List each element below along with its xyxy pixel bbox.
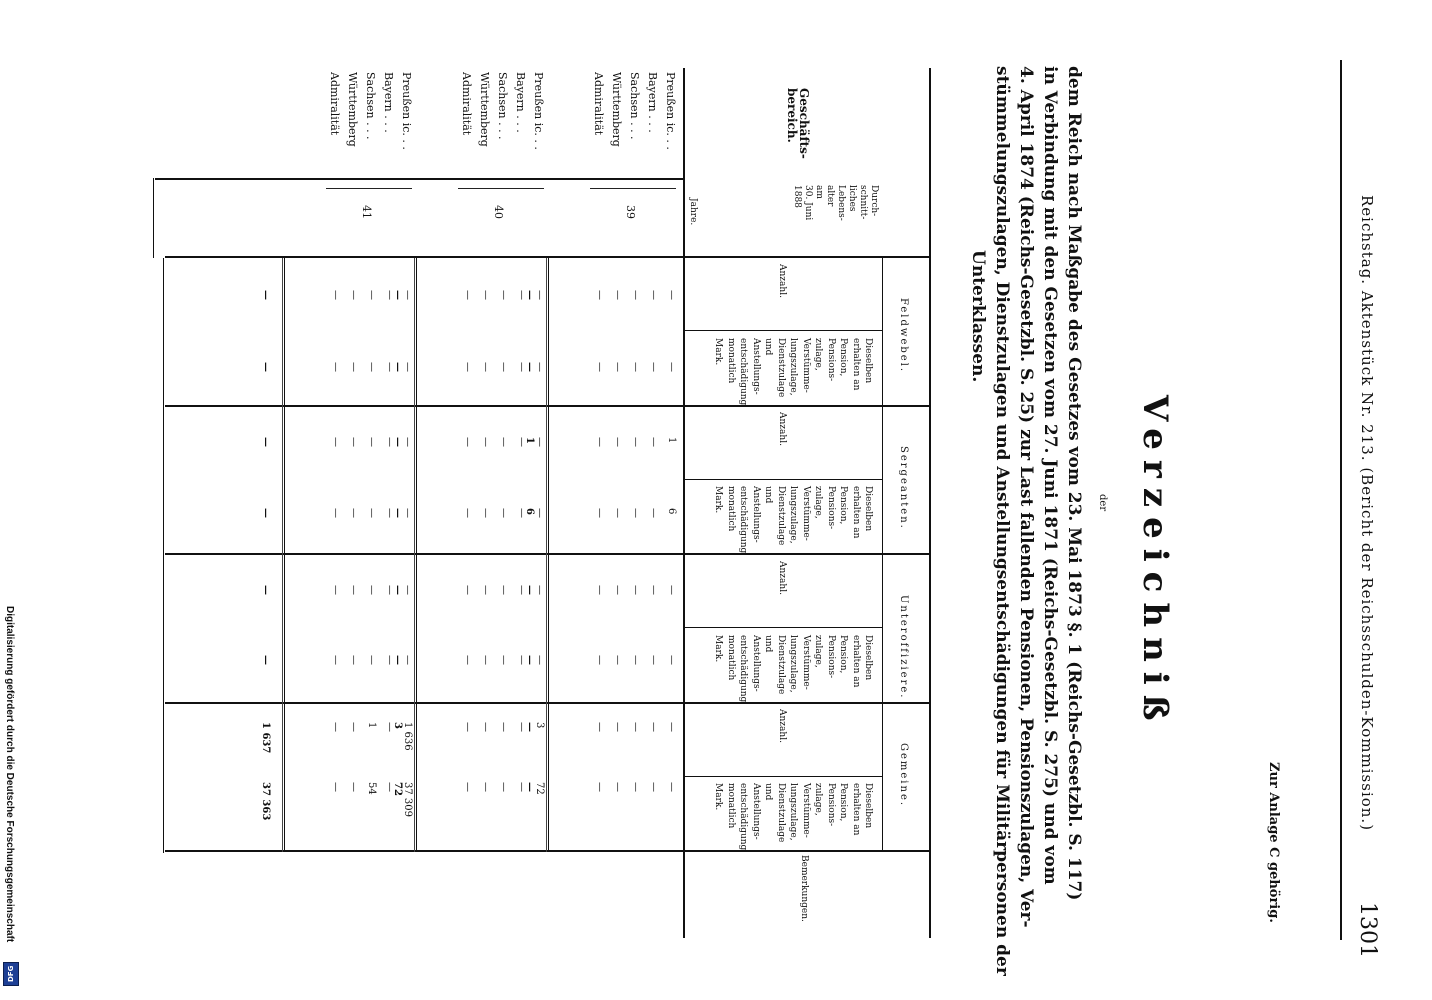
sum-sg_n: — [260, 437, 271, 447]
header-anzahl: Anzahl. [777, 264, 787, 298]
cell-uo_m: — [402, 655, 413, 665]
cell-uo_m: — [384, 655, 395, 665]
header-bemerkungen: Bemerkungen. [799, 855, 809, 922]
cell-uo_n: — [462, 585, 473, 595]
cell-sg_n: — [612, 437, 623, 447]
cell-fw_n: — [612, 290, 623, 300]
sum-fw_m: — [524, 362, 535, 372]
cell-fw_m: — [666, 362, 677, 372]
cell-sg_m: — [648, 508, 659, 518]
state-label: Admiralität [460, 72, 473, 136]
sum-fw_n: — [392, 290, 403, 300]
state-label: Preußen ic. . . [664, 72, 677, 150]
cell-sg_m: — [480, 508, 491, 518]
header-betrag-word: Verstümme- [800, 338, 811, 393]
header-lebensalter-word: Durch- [869, 185, 879, 217]
cell-fw_m: — [462, 362, 473, 372]
cell-ge_m: — [630, 782, 641, 792]
header-betrag-word: monatlich [725, 486, 736, 532]
table-top-rule [929, 68, 931, 938]
cell-fw_n: — [384, 290, 395, 300]
cell-sg_m: 6 [666, 508, 677, 515]
header-betrag-word: zulage, [813, 635, 823, 668]
group-header-0: Feldwebel. [898, 298, 909, 374]
header-betrag-word: lungszulage, [788, 783, 798, 841]
cell-sg_n: — [498, 437, 509, 447]
cell-fw_n: — [330, 290, 341, 300]
title-line: dem Reich nach Maßgabe des Gesetzes vom 23. Mai 1873 §. 1 (Reichs-Gesetzbl. S. 117) [1064, 66, 1084, 901]
cell-uo_n: — [612, 585, 623, 595]
cell-fw_n: — [462, 290, 473, 300]
cell-ge_m: 37 309 [402, 782, 413, 817]
sum-uo_n: — [392, 585, 403, 595]
state-label: Admiralität [328, 72, 341, 136]
cell-fw_n: — [630, 290, 641, 300]
group-header-rule [882, 256, 883, 852]
sum-uo_n: — [524, 585, 535, 595]
header-betrag-word: erhalten an [850, 338, 861, 391]
cell-fw_n: — [666, 290, 677, 300]
row-brace [326, 188, 412, 189]
title-line: 4. April 1874 (Reichs-Gesetzbl. S. 25) zur Last fallenden Pensionen, Pensionszulagen, Ver- [1016, 66, 1036, 928]
cell-ge_n: — [594, 722, 605, 732]
cell-fw_m: — [480, 362, 491, 372]
header-betrag-word: und [763, 338, 773, 356]
cell-uo_n: — [384, 585, 395, 595]
cell-sg_m: — [630, 508, 641, 518]
header-betrag-word: Dienstzulage [775, 783, 786, 843]
state-label: Württemberg [610, 72, 623, 147]
subcol-sep [683, 627, 883, 628]
sum-sg_m: — [392, 508, 403, 518]
cell-fw_m: — [330, 362, 341, 372]
state-label: Bayern . . . [382, 72, 395, 133]
sum-uo_n: — [260, 585, 271, 595]
header-betrag-word: Verstümme- [800, 486, 811, 541]
subcol-sep [683, 776, 883, 777]
cell-fw_n: — [648, 290, 659, 300]
header-betrag-word: erhalten an [850, 783, 861, 836]
page-title: Verzeichniß [1135, 395, 1175, 731]
running-head: Reichstag. Aktenstück Nr. 213. (Bericht der Reichsschulden-Kommission.) [1358, 195, 1376, 832]
cell-fw_n: — [498, 290, 509, 300]
group-header-1: Sergeanten. [898, 446, 909, 530]
cell-fw_m: — [384, 362, 395, 372]
header-rule [1340, 60, 1342, 940]
state-label: Preußen ic. . . [532, 72, 545, 150]
header-betrag-word: lungszulage, [788, 486, 798, 544]
cell-uo_n: — [348, 585, 359, 595]
cell-uo_m: — [594, 655, 605, 665]
header-betrag-word: zulage, [813, 783, 823, 816]
cell-fw_n: — [348, 290, 359, 300]
header-anzahl: Anzahl. [777, 412, 787, 446]
sum-sg_m: 6 [524, 508, 535, 515]
cell-ge_m: — [594, 782, 605, 792]
cell-ge_m: 54 [366, 782, 377, 795]
cell-fw_m: — [348, 362, 359, 372]
state-label: Admiralität [592, 72, 605, 136]
cell-fw_n: — [534, 290, 545, 300]
state-label: Sachsen . . . [628, 72, 641, 140]
header-betrag-word: Anstellungs- [750, 635, 761, 692]
header-betrag-word: zulage, [813, 486, 823, 519]
title-line: in Verbindung mit den Gesetzen vom 27. Juni 1871 (Reichs-Gesetzbl. S. 275) und vom [1040, 66, 1060, 885]
header-lebensalter-word: schnitt- [858, 185, 868, 220]
cell-fw_n: — [594, 290, 605, 300]
header-betrag-word: Pension, [838, 783, 848, 822]
sum-rule [414, 258, 415, 852]
table-end-rule [163, 258, 164, 853]
cell-ge_m: — [384, 782, 395, 792]
header-betrag-word: Dieselben [863, 635, 873, 681]
cell-ge_n: — [330, 722, 341, 732]
cell-sg_n: — [630, 437, 641, 447]
page-number: 1301 [1355, 902, 1380, 958]
subcol-sep [683, 479, 883, 480]
header-jahre: Jahre. [688, 198, 698, 226]
sum-fw_m: — [392, 362, 403, 372]
block-sep [548, 256, 549, 852]
header-betrag-word: Pensions- [825, 635, 836, 679]
block-sep [416, 256, 417, 852]
group-header-3: Gemeine. [898, 743, 909, 808]
state-label: Bayern . . . [646, 72, 659, 133]
header-betrag-word: und [763, 486, 773, 504]
header-geschaeftsbereich: Geschäfts-bereich. [785, 88, 811, 159]
cell-ge_m: — [498, 782, 509, 792]
age-cell: 40 [492, 205, 505, 219]
sum-ge_n: 1 637 [260, 722, 271, 754]
header-betrag-word: Pension, [838, 338, 848, 377]
cell-fw_n: — [366, 290, 377, 300]
header-anzahl: Anzahl. [777, 709, 787, 743]
dfg-logo [3, 962, 19, 986]
cell-fw_m: — [516, 362, 527, 372]
cell-uo_m: — [480, 655, 491, 665]
header-betrag-word: entschädigung [738, 338, 748, 406]
cell-fw_m: — [630, 362, 641, 372]
cell-sg_n: — [402, 437, 413, 447]
cell-fw_m: — [498, 362, 509, 372]
header-betrag-word: Pensions- [825, 486, 836, 530]
header-betrag-word: Dieselben [863, 486, 873, 532]
cell-ge_n: — [648, 722, 659, 732]
sum-uo_m: — [260, 655, 271, 665]
header-betrag-word: entschädigung [738, 635, 748, 703]
sum-sg_n: — [392, 437, 403, 447]
cell-ge_n: — [516, 722, 527, 732]
cell-ge_m: 72 [534, 782, 545, 795]
sum-fw_m: — [260, 362, 271, 372]
cell-uo_n: — [402, 585, 413, 595]
header-lebensalter-word: 30. Juni [803, 185, 813, 221]
cell-ge_m: — [666, 782, 677, 792]
header-betrag-word: Dienstzulage [775, 635, 786, 695]
cell-ge_m: — [480, 782, 491, 792]
header-betrag-word: Pension, [838, 486, 848, 525]
cell-sg_n: — [516, 437, 527, 447]
cell-sg_n: — [648, 437, 659, 447]
cell-uo_m: — [534, 655, 545, 665]
header-betrag-word: erhalten an [850, 635, 861, 688]
header-betrag-word: Mark. [713, 338, 723, 366]
state-label: Württemberg [346, 72, 359, 147]
sum-rule [546, 258, 547, 852]
header-betrag-word: lungszulage, [788, 338, 798, 396]
sum-uo_m: — [524, 655, 535, 665]
cell-ge_n: — [630, 722, 641, 732]
sum-ge_m: 37 363 [260, 782, 271, 821]
cell-uo_m: — [462, 655, 473, 665]
header-betrag-word: Pensions- [825, 783, 836, 827]
cell-fw_m: — [648, 362, 659, 372]
cell-uo_n: — [516, 585, 527, 595]
cell-uo_n: — [498, 585, 509, 595]
cell-uo_n: — [534, 585, 545, 595]
cell-sg_m: — [462, 508, 473, 518]
cell-uo_n: — [594, 585, 605, 595]
cell-ge_m: — [648, 782, 659, 792]
cell-uo_m: — [516, 655, 527, 665]
sum-ge_m: 72 [392, 782, 403, 796]
annex-note: Zur Anlage C gehörig. [1266, 762, 1281, 923]
cell-fw_n: — [402, 290, 413, 300]
header-betrag-word: Verstümme- [800, 635, 811, 690]
state-label: Bayern . . . [514, 72, 527, 133]
table-bottom-rule [683, 68, 685, 938]
cell-ge_m: — [462, 782, 473, 792]
header-betrag-word: Pensions- [825, 338, 836, 382]
header-betrag-word: monatlich [725, 635, 736, 681]
sum-ge_n: 3 [392, 722, 403, 729]
cell-fw_m: — [594, 362, 605, 372]
cell-ge_n: — [480, 722, 491, 732]
header-betrag-word: lungszulage, [788, 635, 798, 693]
cell-sg_m: — [516, 508, 527, 518]
cell-uo_m: — [366, 655, 377, 665]
dfg-logo-text: DFG [7, 965, 15, 982]
state-label: Sachsen . . . [496, 72, 509, 140]
cell-ge_n: 1 636 [402, 722, 413, 751]
cell-ge_n: — [348, 722, 359, 732]
sum-rule [282, 258, 283, 852]
header-lebensalter-word: am [814, 185, 824, 199]
header-betrag-word: und [763, 783, 773, 801]
cell-sg_m: — [612, 508, 623, 518]
row-brace [458, 188, 544, 189]
cell-uo_n: — [480, 585, 491, 595]
cell-fw_m: — [366, 362, 377, 372]
sum-ge_m: — [524, 782, 535, 792]
cell-uo_m: — [612, 655, 623, 665]
cell-sg_m: — [348, 508, 359, 518]
header-betrag-word: Anstellungs- [750, 486, 761, 543]
cell-ge_n: 1 [366, 722, 377, 729]
sum-uo_m: — [392, 655, 403, 665]
cell-sg_m: — [498, 508, 509, 518]
cell-sg_n: — [348, 437, 359, 447]
cell-uo_m: — [330, 655, 341, 665]
block-sep [284, 256, 285, 852]
cell-sg_m: — [534, 508, 545, 518]
cell-ge_m: — [516, 782, 527, 792]
cell-uo_n: — [330, 585, 341, 595]
cell-sg_n: — [330, 437, 341, 447]
header-betrag-word: Dienstzulage [775, 486, 786, 546]
header-betrag-word: Mark. [713, 783, 723, 811]
cell-ge_n: 3 [534, 722, 545, 729]
cell-ge_m: — [612, 782, 623, 792]
cell-fw_m: — [534, 362, 545, 372]
cell-fw_m: — [402, 362, 413, 372]
cell-ge_n: — [612, 722, 623, 732]
cell-uo_n: — [648, 585, 659, 595]
digitization-sidebar [0, 0, 22, 1000]
cell-sg_m: — [330, 508, 341, 518]
sum-sg_n: 1 [524, 437, 535, 444]
cell-uo_n: — [630, 585, 641, 595]
cell-ge_m: — [348, 782, 359, 792]
cell-ge_n: — [498, 722, 509, 732]
cell-sg_m: — [402, 508, 413, 518]
cell-fw_n: — [480, 290, 491, 300]
cell-sg_n: — [366, 437, 377, 447]
digitization-note: Digitalisierung gefördert durch die Deutsche Forschungsgemeinschaft [4, 606, 15, 943]
title-line: Unterklassen. [968, 250, 988, 383]
title-der: der [1097, 494, 1108, 512]
age-cell: 41 [360, 205, 373, 219]
cell-uo_m: — [648, 655, 659, 665]
cell-sg_n: — [462, 437, 473, 447]
cell-sg_m: — [594, 508, 605, 518]
header-betrag-word: Verstümme- [800, 783, 811, 838]
header-betrag-word: Anstellungs- [750, 783, 761, 840]
header-betrag-word: entschädigung [738, 486, 748, 554]
header-anzahl: Anzahl. [777, 561, 787, 595]
header-betrag-word: monatlich [725, 783, 736, 829]
cell-uo_n: — [666, 585, 677, 595]
header-lebensalter-word: 1888 [792, 185, 802, 208]
cell-ge_n: — [462, 722, 473, 732]
header-betrag-word: zulage, [813, 338, 823, 371]
cell-uo_m: — [498, 655, 509, 665]
cell-fw_m: — [612, 362, 623, 372]
subcol-sep [683, 330, 883, 331]
row-brace [590, 188, 676, 189]
header-betrag-word: Mark. [713, 486, 723, 514]
header-betrag-word: Mark. [713, 635, 723, 663]
cell-uo_m: — [630, 655, 641, 665]
header-betrag-word: Anstellungs- [750, 338, 761, 395]
cell-uo_m: — [348, 655, 359, 665]
cell-sg_n: — [384, 437, 395, 447]
header-lebensalter-word: Lebens- [836, 185, 846, 221]
sum-fw_n: — [524, 290, 535, 300]
cell-sg_m: — [384, 508, 395, 518]
cell-sg_n: — [534, 437, 545, 447]
title-line: stümmelungszulagen, Dienstzulagen und Anstellungsentschädigungen für Militärpersonen der [992, 66, 1012, 976]
header-betrag-word: entschädigung [738, 783, 748, 851]
cell-ge_m: — [330, 782, 341, 792]
header-betrag-word: Dienstzulage [775, 338, 786, 398]
sum-sg_m: — [260, 508, 271, 518]
header-betrag-word: Dieselben [863, 338, 873, 384]
sum-ge_n: — [524, 722, 535, 732]
cell-sg_m: — [366, 508, 377, 518]
header-betrag-word: Dieselben [863, 783, 873, 829]
col-sep [155, 178, 685, 180]
cell-sg_n: — [594, 437, 605, 447]
cell-ge_n: — [666, 722, 677, 732]
cell-uo_m: — [666, 655, 677, 665]
cell-ge_n: — [384, 722, 395, 732]
header-lebensalter-word: alter [825, 185, 835, 207]
header-betrag-word: monatlich [725, 338, 736, 384]
cell-sg_n: — [480, 437, 491, 447]
cell-uo_n: — [366, 585, 377, 595]
cell-sg_n: 1 [666, 437, 677, 444]
header-betrag-word: und [763, 635, 773, 653]
header-lebensalter-word: liches [847, 185, 857, 212]
cell-fw_n: — [516, 290, 527, 300]
header-betrag-word: erhalten an [850, 486, 861, 539]
sum-fw_n: — [260, 290, 271, 300]
group-header-2: Unteroffiziere. [898, 595, 909, 700]
table-bottom-rule-inner [153, 178, 154, 258]
age-cell: 39 [624, 205, 637, 219]
state-label: Preußen ic. . . [400, 72, 413, 150]
state-label: Württemberg [478, 72, 491, 147]
header-betrag-word: Pension, [838, 635, 848, 674]
state-label: Sachsen . . . [364, 72, 377, 140]
